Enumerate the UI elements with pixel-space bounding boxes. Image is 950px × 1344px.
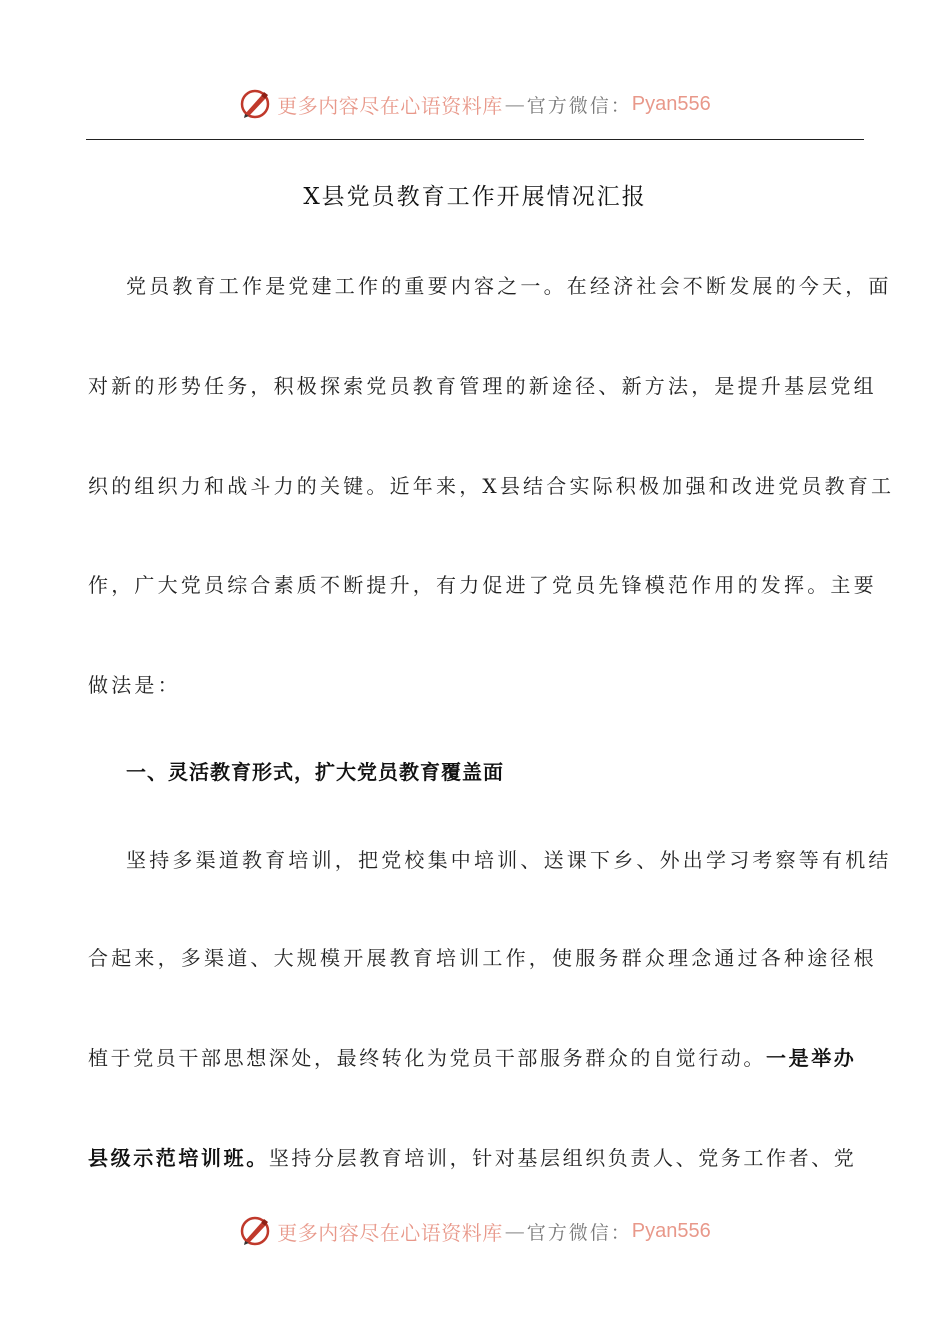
intro-line-3: 织的组织力和战斗力的关键。近年来，X县结合实际积极加强和改进党员教育工 (88, 474, 895, 498)
section-1-line-4-bold: 县级示范培训班。 (88, 1146, 269, 1170)
document-title: X县党员教育工作开展情况汇报 (303, 184, 647, 210)
intro-line-5: 做法是： (88, 673, 181, 697)
banner-separator: — (504, 92, 525, 116)
banner-wechat-id: Pyan556 (631, 1219, 711, 1242)
footer-banner (0, 1211, 950, 1251)
banner-wechat-id: Pyan556 (631, 92, 711, 115)
banner-text: 更多内容尽在心语资料库 (277, 93, 503, 118)
pen-logo-icon (239, 1215, 271, 1247)
section-1-line-3-bold: 一是举办 (766, 1046, 857, 1070)
intro-line-1: 党员教育工作是党建工作的重要内容之一。在经济社会不断发展的今天，面 (126, 274, 892, 298)
section-1-line-1: 坚持多渠道教育培训，把党校集中培训、送课下乡、外出学习考察等有机结 (126, 848, 892, 872)
header-divider (86, 139, 864, 140)
pen-logo-icon (239, 88, 271, 120)
header-banner (0, 84, 950, 124)
banner-wechat-label: 官方微信： (526, 1221, 632, 1244)
section-1-line-2: 合起来，多渠道、大规模开展教育培训工作，使服务群众理念通过各种途径根 (88, 946, 877, 970)
section-1-line-4-text: 坚持分层教育培训，针对基层组织负责人、党务工作者、党 (268, 1146, 857, 1170)
section-1-heading: 一、灵活教育形式，扩大党员教育覆盖面 (126, 760, 504, 784)
intro-line-2: 对新的形势任务，积极探索党员教育管理的新途径、新方法，是提升基层党组 (88, 374, 877, 398)
section-1-line-4 (88, 1143, 862, 1173)
banner-wechat-label: 官方微信： (526, 94, 632, 117)
section-1-line-3-text: 植于党员干部思想深处，最终转化为党员干部服务群众的自觉行动。 (88, 1046, 766, 1070)
banner-separator: — (504, 1219, 525, 1243)
intro-line-4: 作，广大党员综合素质不断提升，有力促进了党员先锋模范作用的发挥。主要 (88, 573, 877, 597)
banner-text: 更多内容尽在心语资料库 (277, 1220, 503, 1245)
section-1-line-3 (88, 1043, 862, 1073)
